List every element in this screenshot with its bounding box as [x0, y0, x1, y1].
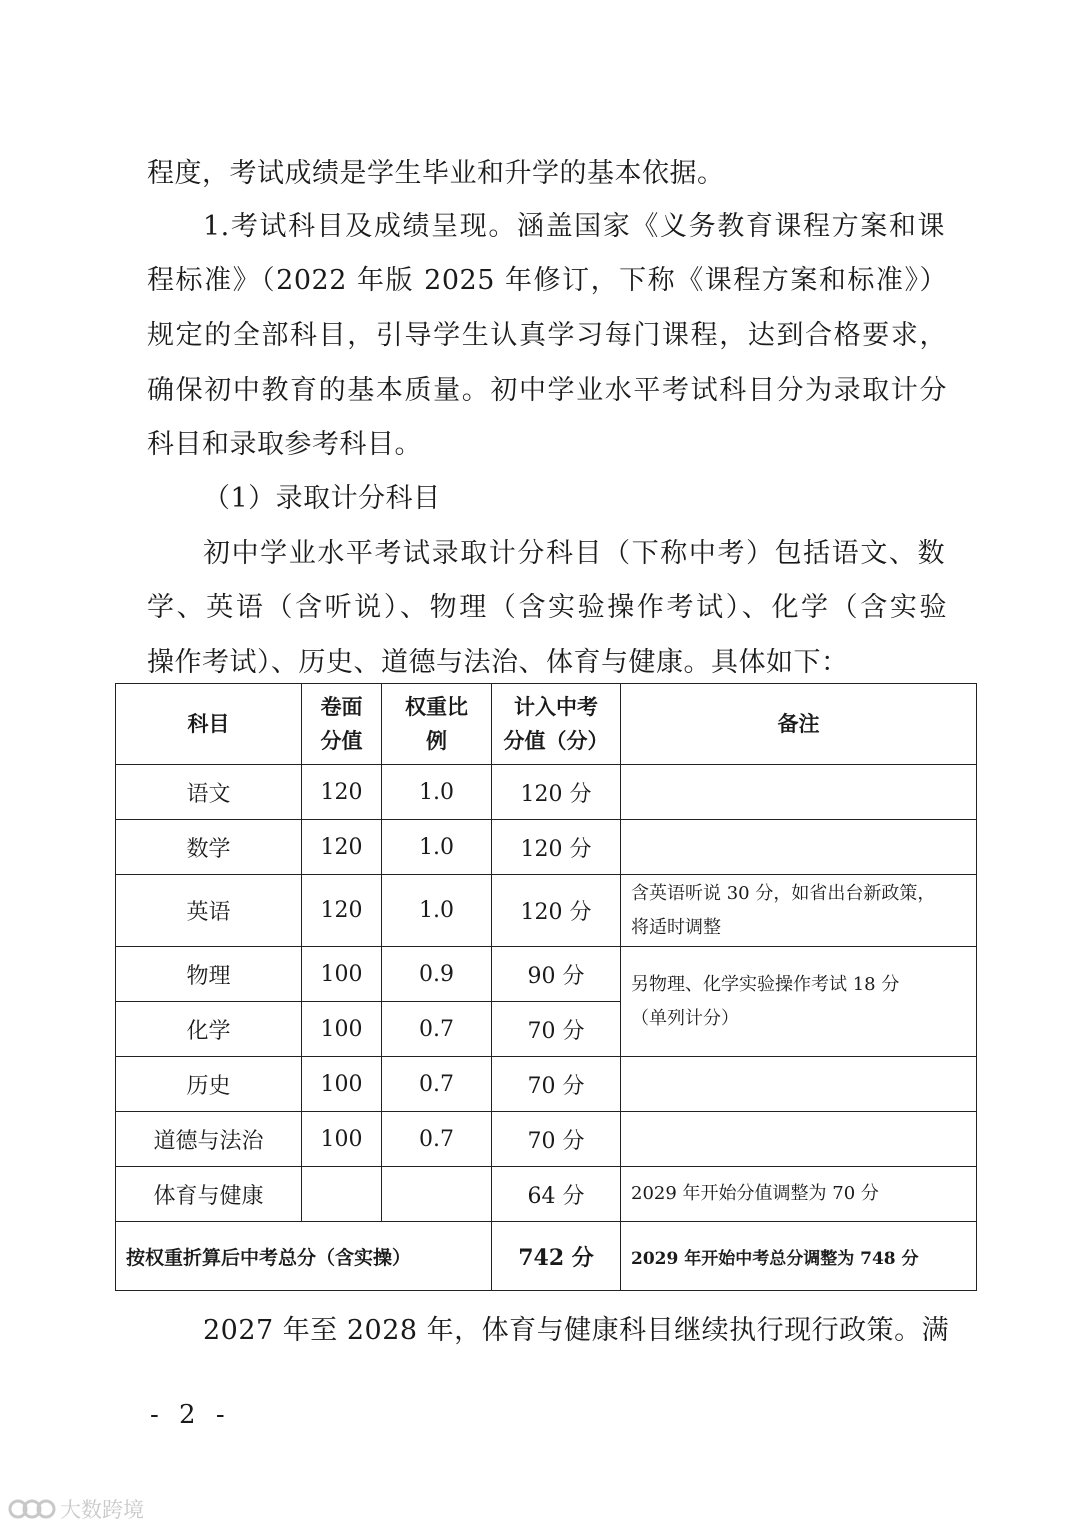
total-label: 按权重折算后中考总分（含实操）	[116, 1222, 492, 1291]
cell-weight: 1.0	[382, 820, 492, 875]
cell-note	[621, 1112, 977, 1167]
header-counted-score: 计入中考 分值（分）	[492, 684, 621, 765]
paragraph-line: 科目和录取参考科目。	[147, 429, 422, 460]
cell-weight	[382, 1167, 492, 1222]
watermark	[8, 1494, 144, 1524]
cell-subject: 体育与健康	[116, 1167, 302, 1222]
section-heading: （1）录取计分科目	[203, 483, 441, 514]
table-total-row	[116, 1222, 977, 1291]
header-weight: 权重比 例	[382, 684, 492, 765]
paragraph-line: 程标准》（2022 年版 2025 年修订，下称《课程方案和标准》）	[147, 265, 947, 296]
cell-note	[621, 765, 977, 820]
cell-note-merged: 另物理、化学实验操作考试 18 分 （单列计分）	[621, 947, 977, 1057]
cell-counted: 70 分	[492, 1002, 621, 1057]
cell-counted: 64 分	[492, 1167, 621, 1222]
cell-subject: 化学	[116, 1002, 302, 1057]
total-value: 742 分	[492, 1222, 621, 1291]
cell-counted: 70 分	[492, 1057, 621, 1112]
cell-weight: 1.0	[382, 765, 492, 820]
paragraph-line: 程度，考试成绩是学生毕业和升学的基本依据。	[147, 158, 725, 189]
header-notes: 备注	[621, 684, 977, 765]
cell-paper: 120	[302, 820, 382, 875]
cell-paper: 120	[302, 765, 382, 820]
table-row	[116, 1112, 977, 1167]
cell-counted: 70 分	[492, 1112, 621, 1167]
cell-note: 含英语听说 30 分，如省出台新政策， 将适时调整	[621, 875, 977, 947]
watermark-text: 大数跨境	[60, 1498, 144, 1522]
cell-subject: 数学	[116, 820, 302, 875]
paragraph-line: 确保初中教育的基本质量。初中学业水平考试科目分为录取计分	[147, 375, 947, 406]
cell-paper: 100	[302, 1112, 382, 1167]
exam-subjects-table	[115, 683, 977, 1291]
cell-subject: 道德与法治	[116, 1112, 302, 1167]
total-note: 2029 年开始中考总分调整为 748 分	[621, 1222, 977, 1291]
table-row	[116, 1167, 977, 1222]
table-header-row	[116, 684, 977, 765]
cell-note	[621, 1057, 977, 1112]
header-paper-score: 卷面 分值	[302, 684, 382, 765]
cell-weight: 0.9	[382, 947, 492, 1002]
cell-note: 2029 年开始分值调整为 70 分	[621, 1167, 977, 1222]
paragraph-line: 学、英语（含听说）、物理（含实验操作考试）、化学（含实验	[147, 592, 947, 623]
table-row	[116, 820, 977, 875]
cell-subject: 英语	[116, 875, 302, 947]
cell-counted: 90 分	[492, 947, 621, 1002]
cell-counted: 120 分	[492, 765, 621, 820]
cell-paper: 100	[302, 947, 382, 1002]
cell-counted: 120 分	[492, 820, 621, 875]
cell-note	[621, 820, 977, 875]
cell-paper: 100	[302, 1057, 382, 1112]
paragraph-line: 操作考试）、历史、道德与法治、体育与健康。具体如下：	[147, 647, 849, 678]
cell-weight: 0.7	[382, 1002, 492, 1057]
table-row	[116, 875, 977, 947]
table-row	[116, 947, 977, 1002]
paragraph-line: 规定的全部科目，引导学生认真学习每门课程，达到合格要求，	[147, 320, 947, 351]
watermark-logo-icon	[8, 1497, 56, 1521]
paragraph-line: 2027 年至 2028 年，体育与健康科目继续执行现行政策。满	[203, 1315, 950, 1346]
cell-subject: 语文	[116, 765, 302, 820]
paragraph-line: 初中学业水平考试录取计分科目（下称中考）包括语文、数	[203, 538, 945, 569]
header-subject: 科目	[116, 684, 302, 765]
cell-paper: 100	[302, 1002, 382, 1057]
paragraph-line: 1.考试科目及成绩呈现。涵盖国家《义务教育课程方案和课	[203, 211, 945, 242]
page-number: - 2 -	[150, 1400, 231, 1430]
table-row	[116, 1057, 977, 1112]
cell-counted: 120 分	[492, 875, 621, 947]
cell-subject: 历史	[116, 1057, 302, 1112]
cell-weight: 1.0	[382, 875, 492, 947]
cell-paper: 120	[302, 875, 382, 947]
cell-weight: 0.7	[382, 1112, 492, 1167]
cell-paper	[302, 1167, 382, 1222]
table-row	[116, 765, 977, 820]
cell-subject: 物理	[116, 947, 302, 1002]
cell-weight: 0.7	[382, 1057, 492, 1112]
